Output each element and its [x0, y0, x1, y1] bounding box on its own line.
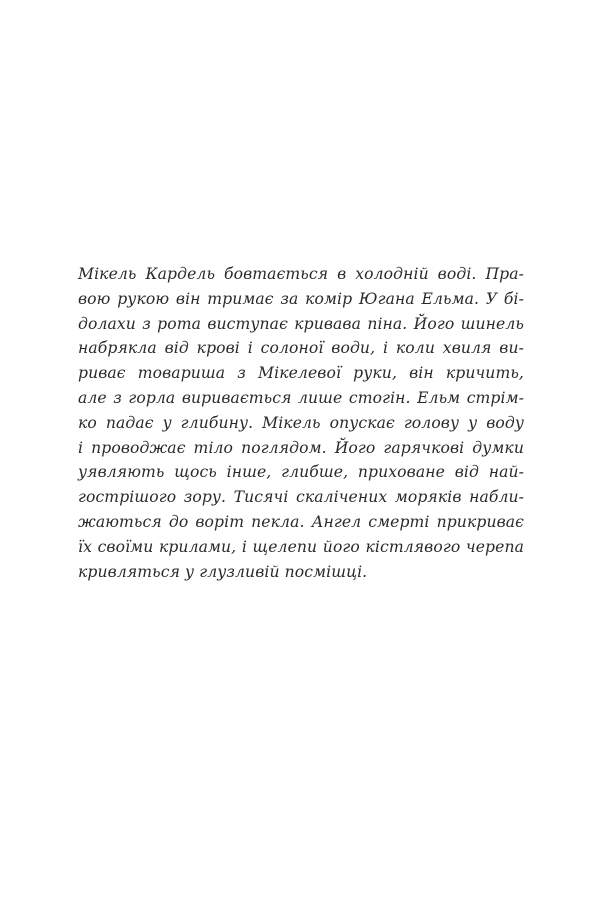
- paragraph-line: Мікель Кардель бовтається в холодній воді. Пра-: [78, 265, 524, 283]
- paragraph-line: гострішого зору. Тисячі скалічених моряків набли-: [78, 488, 524, 507]
- paragraph-line: кривляться у глузливій посмішці.: [78, 562, 368, 581]
- paragraph-line: риває товариша з Мікелевої руки, він кричить,: [78, 364, 524, 383]
- paragraph-line: і проводжає тіло поглядом. Його гарячкові думки: [78, 438, 524, 457]
- paragraph-line: долахи з рота виступає кривава піна. Його шинель: [78, 314, 524, 333]
- paragraph-line: уявляють щось інше, глибше, приховане від най-: [78, 463, 524, 482]
- paragraph-line: ко падає у глибину. Мікель опускає голову у воду: [78, 413, 524, 432]
- paragraph-line: вою рукою він тримає за комір Югана Ельма. У бі-: [78, 289, 524, 308]
- paragraph-line: їх своїми крилами, і щелепи його кістлявого черепа: [78, 537, 524, 556]
- paragraph-line: жаються до воріт пекла. Ангел смерті прикриває: [78, 512, 524, 531]
- paragraph-line: набрякла від крові і солоної води, і коли хвиля ви-: [78, 339, 524, 358]
- paragraph: [78, 262, 524, 584]
- paragraph-line: але з горла виривається лише стогін. Ельм стрім-: [78, 388, 524, 407]
